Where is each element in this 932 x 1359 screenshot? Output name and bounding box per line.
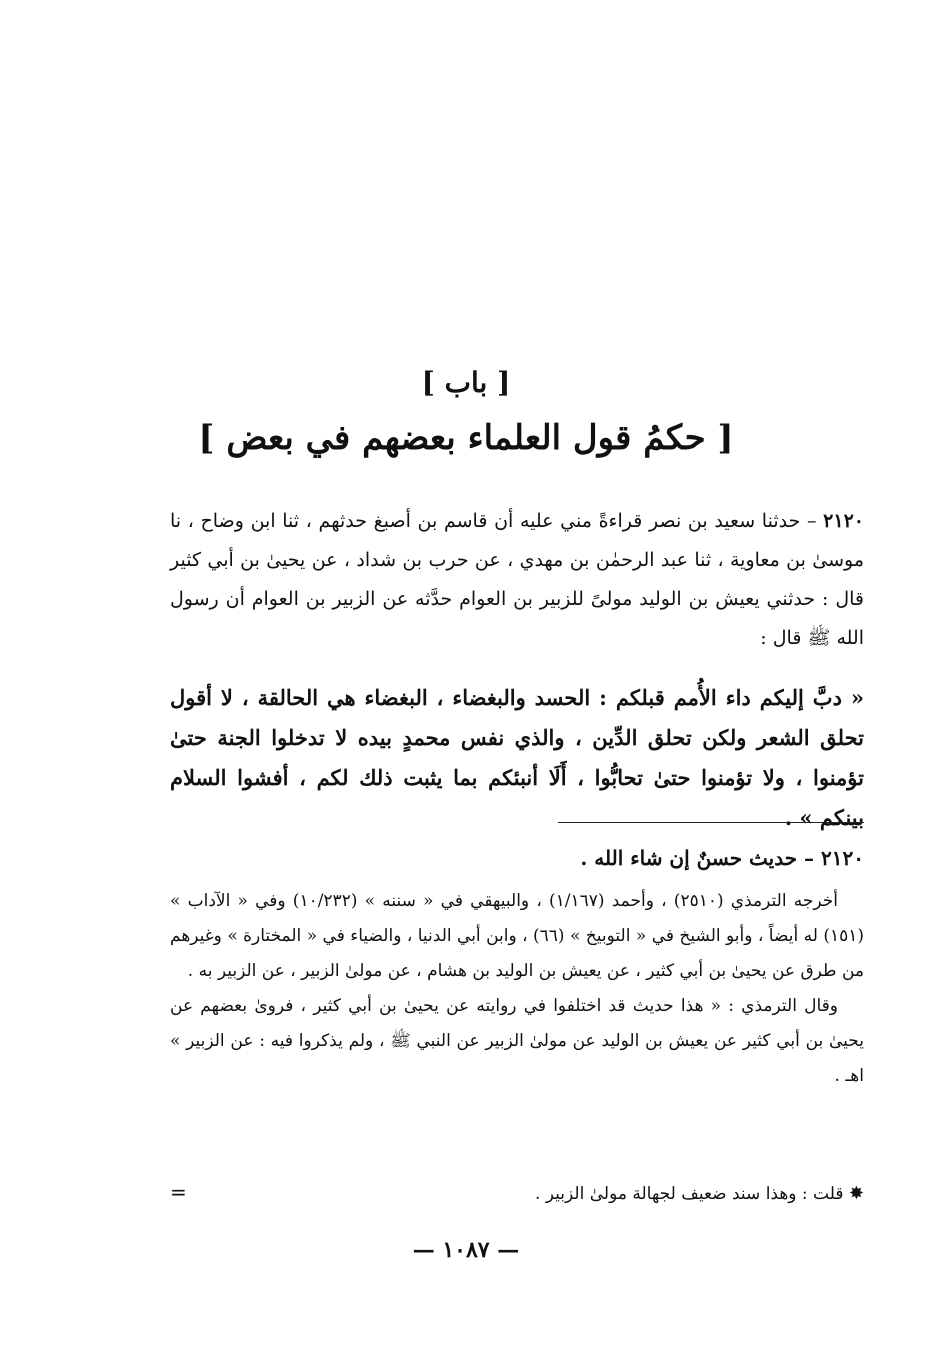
footnote-tirmidhi-quote: وقال الترمذي : « هذا حديث قد اختلفوا في روايته عن يحيىٰ بن أبي كثير ، فروىٰ بعضهم عن يحيىٰ بن أبي كثير عن يعيش بن الوليد عن مولىٰ الزبير عن النبي ﷺ ، ولم يذكروا فيه : عن الزبير » اهـ . (170, 996, 864, 1086)
chapter-label: [ باب ] (421, 366, 511, 399)
hadith-number: ٢١٢٠ (823, 510, 864, 532)
footnote-note-text: قلت : وهذا سند ضعيف لجهالة مولىٰ الزبير . (534, 1184, 844, 1204)
page-number: — ١٠٨٧ — (412, 1237, 520, 1263)
chapter-title: [ حكمُ قول العلماء بعضهم في بعض ] (198, 418, 734, 458)
asterisk-icon: ✸ (848, 1183, 864, 1204)
footnote-divider (558, 822, 864, 823)
footnote-body (170, 884, 864, 1094)
footnote-author-note (170, 1176, 864, 1212)
footnote-heading: ٢١٢٠ – حديث حسنٌ إن شاء الله . (580, 846, 864, 870)
hadith-matn: « دبَّ إليكم داء الأُمم قبلكم : الحسد والبغضاء ، البغضاء هي الحالقة ، لا أقول تحلق الشعر ولكن تحلق الدِّين ، والذي نفس محمدٍ بيده لا تدخلوا الجنة حتىٰ تؤمنوا ، ولا تؤمنوا حتىٰ تحابُّوا ، أَلَا أنبئكم بما يثبت ذلك لكم ، أفشوا السلام بينكم » . (170, 685, 864, 830)
hadith-isnad: – حدثنا سعيد بن نصر قراءةً مني عليه أن قاسم بن أصبغ حدثهم ، ثنا ابن وضاح ، نا موسىٰ بن معاوية ، ثنا عبد الرحمٰن بن مهدي ، عن حرب بن شداد ، عن يحيىٰ بن أبي كثير قال : حدثني يعيش بن الوليد مولىً للزبير بن العوام حدَّثه عن الزبير بن العوام أن رسول الله ﷺ قال : (170, 510, 864, 649)
footnote-takhrij: أخرجه الترمذي (٢٥١٠) ، وأحمد (١/١٦٧) ، والبيهقي في « سننه » (١٠/٢٣٢) وفي « الآداب » (١٥١) له أيضاً ، وأبو الشيخ في « التوبيخ » (٦٦) ، وابن أبي الدنيا ، والضياء في « المختارة » وغيرهم من طرق عن يحيىٰ بن أبي كثير ، عن يعيش بن الوليد بن هشام ، عن مولىٰ الزبير ، عن الزبير به . (170, 891, 865, 981)
hadith-isnad-paragraph (170, 502, 864, 658)
continuation-mark: = (170, 1180, 187, 1204)
